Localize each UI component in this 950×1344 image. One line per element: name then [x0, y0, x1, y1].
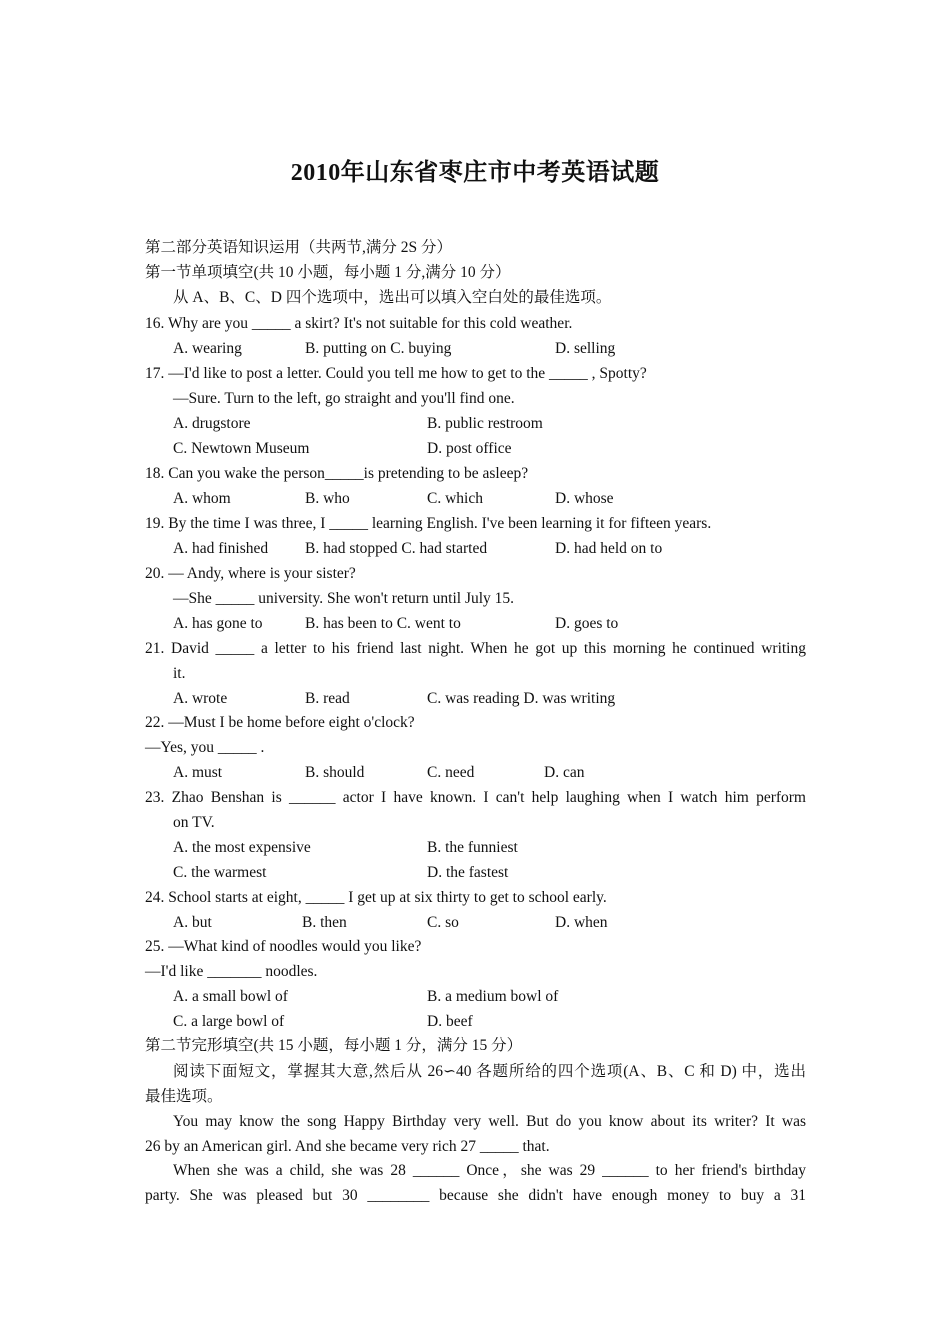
question-19-option-a: A. had finished — [173, 540, 269, 557]
question-22-option-b: B. should — [305, 764, 365, 781]
question-21-stem-line2: it. — [173, 665, 186, 682]
question-22-option-d: D. can — [544, 764, 585, 781]
question-17-option-a: A. drugstore — [173, 415, 251, 432]
question-20-stem: 20. — Andy, where is your sister? — [145, 565, 356, 582]
question-21-option-a: A. wrote — [173, 690, 228, 707]
question-25-option-c: C. a large bowl of — [173, 1013, 285, 1030]
question-20-option-a: A. has gone to — [173, 615, 263, 632]
question-21-option-b: B. read — [305, 690, 350, 707]
question-22-option-c: C. need — [427, 764, 475, 781]
question-25-option-a: A. a small bowl of — [173, 988, 288, 1005]
question-17-option-c: C. Newtown Museum — [173, 440, 310, 457]
passage-p1-line2: 26 by an American girl. And she became very rich 27 _____ that. — [145, 1138, 550, 1155]
question-24-option-d: D. when — [555, 914, 608, 931]
question-22-option-a: A. must — [173, 764, 223, 781]
section2-header: 第二节完形填空(共 15 小题，每小题 1 分，满分 15 分） — [145, 1037, 523, 1054]
question-24-stem: 24. School starts at eight, _____ I get up at six thirty to get to school early. — [145, 889, 607, 906]
question-18-option-a: A. whom — [173, 490, 231, 507]
question-25-option-b: B. a medium bowl of — [427, 988, 559, 1005]
part2-header: 第二部分英语知识运用（共两节,满分 2S 分） — [145, 239, 452, 256]
question-16-option-bc: B. putting on C. buying — [305, 340, 452, 357]
question-19-stem: 19. By the time I was three, I _____ learning English. I've been learning it for fifteen years. — [145, 515, 712, 532]
question-23-stem-line2: on TV. — [173, 814, 215, 831]
question-19-option-d: D. had held on to — [555, 540, 663, 557]
passage-p2-line1: When she was a child, she was 28 ______ Once，she was 29 ______ to her friend's birthday — [173, 1162, 806, 1179]
section2-instruction-line1: 阅读下面短文，掌握其大意,然后从 26∽40 各题所给的四个选项(A、B、C 和 D) 中，选出 — [173, 1063, 806, 1080]
question-18-option-c: C. which — [427, 490, 483, 507]
question-24-option-c: C. so — [427, 914, 459, 931]
question-18-option-d: D. whose — [555, 490, 614, 507]
page-title: 2010年山东省枣庄市中考英语试题 — [290, 160, 660, 186]
question-16-option-a: A. wearing — [173, 340, 242, 357]
question-20-reply: —She _____ university. She won't return until July 15. — [173, 590, 515, 607]
question-16-stem: 16. Why are you _____ a skirt? It's not suitable for this cold weather. — [145, 315, 573, 332]
question-20-option-d: D. goes to — [555, 615, 619, 632]
question-25-reply: —I'd like _______ noodles. — [145, 963, 318, 980]
question-23-stem-line1: 23. Zhao Benshan is ______ actor I have known. I can't help laughing when I watch him perform — [145, 789, 806, 806]
question-24-option-a: A. but — [173, 914, 212, 931]
question-22-reply: —Yes, you _____ . — [145, 739, 265, 756]
question-25-option-d: D. beef — [427, 1013, 473, 1030]
question-23-option-a: A. the most expensive — [173, 839, 311, 856]
question-21-stem-line1: 21. David _____ a letter to his friend last night. When he got up this morning he continued writing — [145, 640, 806, 657]
section1-instruction: 从 A、B、C、D 四个选项中，选出可以填入空白处的最佳选项。 — [173, 289, 612, 306]
question-17-reply: —Sure. Turn to the left, go straight and you'll find one. — [173, 390, 515, 407]
question-17-stem: 17. —I'd like to post a letter. Could you tell me how to get to the _____ , Spotty? — [145, 365, 647, 382]
question-18-option-b: B. who — [305, 490, 350, 507]
question-21-option-cd: C. was reading D. was writing — [427, 690, 616, 707]
section1-header: 第一节单项填空(共 10 小题，每小题 1 分,满分 10 分） — [145, 264, 511, 281]
question-25-stem: 25. —What kind of noodles would you like? — [145, 938, 422, 955]
question-16-option-d: D. selling — [555, 340, 616, 357]
question-19-option-bc: B. had stopped C. had started — [305, 540, 488, 557]
question-17-option-b: B. public restroom — [427, 415, 543, 432]
question-23-option-c: C. the warmest — [173, 864, 267, 881]
question-23-option-b: B. the funniest — [427, 839, 518, 856]
question-17-option-d: D. post office — [427, 440, 512, 457]
question-20-option-bc: B. has been to C. went to — [305, 615, 461, 632]
section2-instruction-line2: 最佳选项。 — [145, 1088, 223, 1105]
question-23-option-d: D. the fastest — [427, 864, 509, 881]
passage-p2-line2: party. She was pleased but 30 ________ because she didn't have enough money to buy a 31 — [145, 1187, 806, 1204]
question-18-stem: 18. Can you wake the person_____is pretending to be asleep? — [145, 465, 529, 482]
question-22-stem: 22. —Must I be home before eight o'clock? — [145, 714, 415, 731]
passage-p1-line1: You may know the song Happy Birthday very well. But do you know about its writer? It was — [173, 1113, 806, 1130]
question-24-option-b: B. then — [302, 914, 347, 931]
